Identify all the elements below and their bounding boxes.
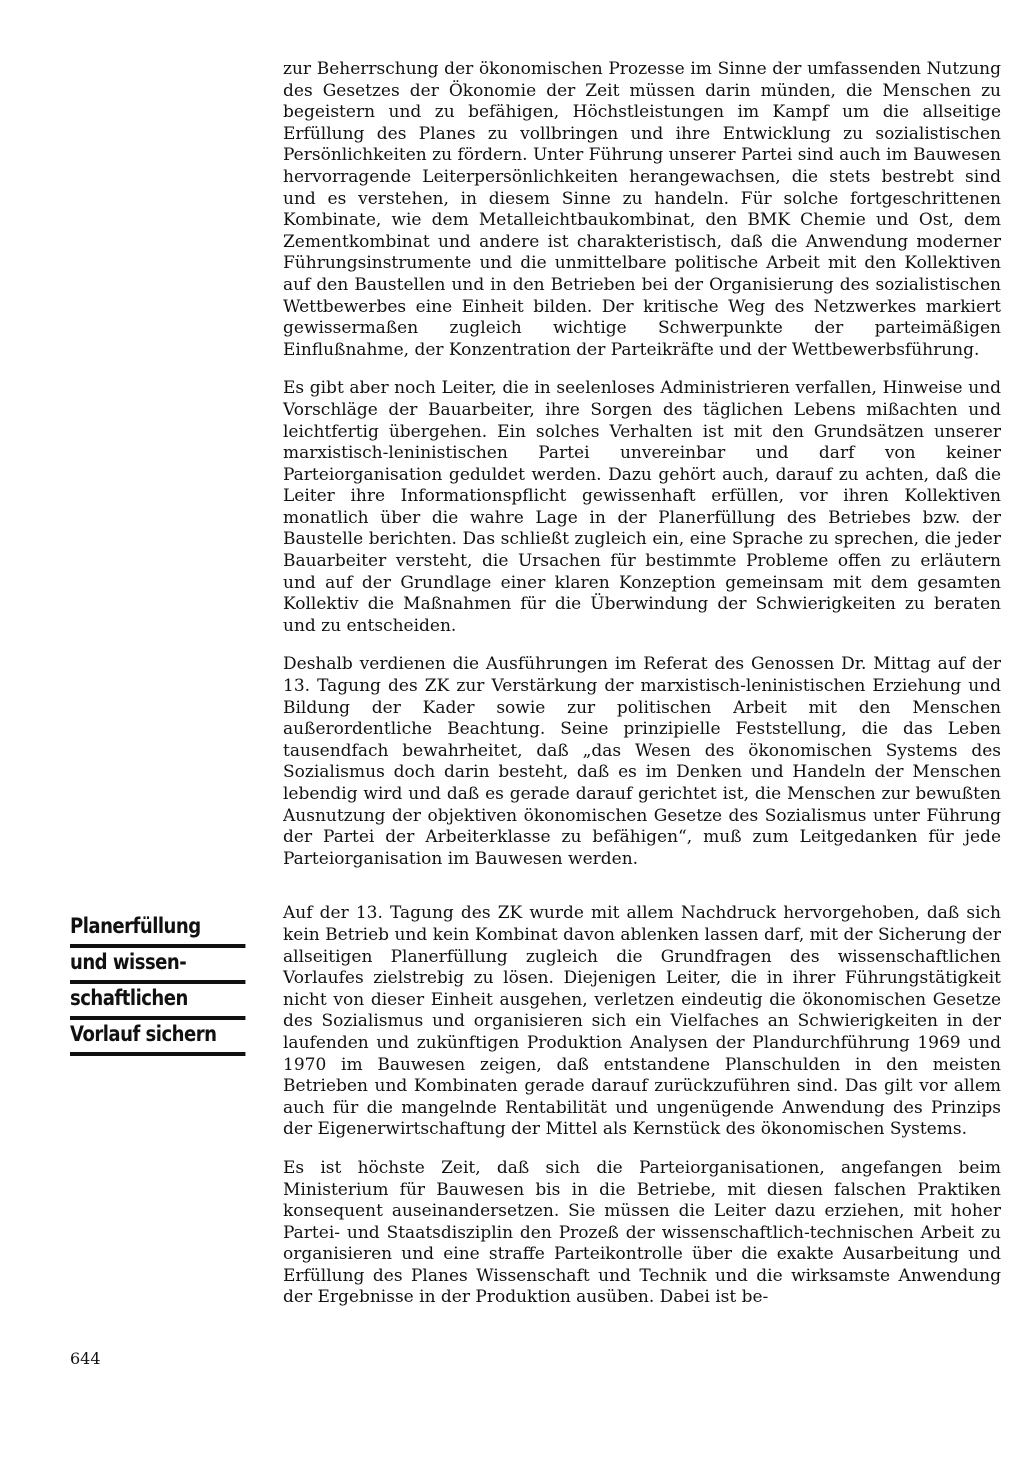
marginal-heading — [70, 912, 221, 1056]
paragraph-3: Deshalb verdienen die Ausführungen im Referat des Genossen Dr. Mittag auf der 13. Tagung des ZK zur Verstärkung der marxistisch-leninistischen Erziehung und Bildung der Kader sowie zur politischen Arbeit mit den Menschen außerordentliche Beachtung. Seine prinzipielle Feststellung, die das Leben tausendfach bewahrheitet, daß „das Wesen des ökonomischen Systems des Sozialismus doch darin besteht, daß es im Denken und Handeln der Menschen lebendig wird und daß es gerade darauf gerichtet ist, die Menschen zur bewußten Ausnutzung der objektiven ökonomischen Gesetze des Sozialismus unter Führung der Partei der Arbeiterklasse zu befähigen“, muß zum Leitgedanken für jede Parteiorganisation im Bauwesen werden. — [283, 654, 1001, 869]
marginal-heading-line-2: und wissen- — [70, 948, 245, 984]
paragraph-1: zur Beherrschung der ökonomischen Prozesse im Sinne der umfassenden Nutzung des Gesetzes der Ökonomie der Zeit müssen darin münden, die Menschen zu begeistern und zu befähigen, Höchstleistungen im Kampf um die allseitige Erfüllung des Planes zu vollbringen und ihre Entwicklung zu sozialistischen Persönlichkeiten zu fördern. Unter Führung unserer Partei sind auch im Bauwesen hervorragende Leiterpersönlichkeiten herangewachsen, die stets bestrebt sind und es verstehen, in diesem Sinne zu handeln. Für solche fortgeschrittenen Kombinate, wie dem Metalleichtbaukombinat, den BMK Chemie und Ost, dem Zementkombinat und andere ist charakteristisch, daß die Anwendung moderner Führungsinstrumente und die unmittelbare politische Arbeit mit den Kollektiven auf den Baustellen und in den Betrieben bei der Organisierung des sozialistischen Wettbewerbes eine Einheit bilden. Der kritische Weg des Netzwerkes markiert gewissermaßen zugleich wichtige Schwerpunkte der parteimäßigen Einflußnahme, der Konzentration der Parteikräfte und der Wettbewerbsführung. — [283, 59, 1001, 360]
page-number: 644 — [70, 1349, 101, 1368]
marginal-heading-line-4: Vorlauf sichern — [70, 1020, 245, 1056]
marginal-heading-line-3: schaftlichen — [70, 984, 245, 1020]
marginal-heading-line-1: Planerfüllung — [70, 912, 245, 948]
paragraph-5: Es ist höchste Zeit, daß sich die Parteiorganisationen, angefangen beim Ministerium für Bauwesen bis in die Betriebe, mit diesen falschen Praktiken konsequent auseinandersetzen. Sie müssen die Leiter dazu erziehen, mit hoher Partei- und Staatsdisziplin den Prozeß der wissenschaftlich-technischen Arbeit zu organisieren und eine straffe Parteikontrolle über die exakte Ausarbeitung und Erfüllung des Planes Wissenschaft und Technik und die wirksamste Anwendung der Ergebnisse in der Produktion ausüben. Dabei ist be- — [283, 1157, 1001, 1308]
main-text-column — [283, 59, 1001, 1309]
paragraph-4: Auf der 13. Tagung des ZK wurde mit allem Nachdruck hervorgehoben, daß sich kein Betrieb und kein Kombinat davon ablenken lassen darf, mit der Sicherung der allseitigen Planerfüllung zugleich die Grundfragen des wissenschaftlichen Vorlaufes zielstrebig zu lösen. Diejenigen Leiter, die in ihrer Führungstätigkeit nicht von dieser Einheit ausgehen, verletzen eindeutig die ökonomischen Gesetze des Sozialismus und organisieren sich ein Vielfaches an Schwierigkeiten in der laufenden und zukünftigen Produktion Analysen der Plandurchführung 1969 und 1970 im Bauwesen zeigen, daß entstandene Planschulden in den meisten Betrieben und Kombinaten gerade darauf zurückzuführen sind. Das gilt vor allem auch für die mangelnde Rentabilität und ungenügende Anwendung des Prinzips der Eigenerwirtschaftung der Mittel als Kernstück des ökonomischen Systems. — [283, 903, 1001, 1140]
paragraph-2: Es gibt aber noch Leiter, die in seelenloses Administrieren verfallen, Hinweise und Vorschläge der Bauarbeiter, ihre Sorgen des täglichen Lebens mißachten und leichtfertig übergehen. Ein solches Verhalten ist mit den Grundsätzen unserer marxistisch-leninistischen Partei unvereinbar und darf von keiner Parteiorganisation geduldet werden. Dazu gehört auch, darauf zu achten, daß die Leiter ihre Informationspflicht gewissenhaft erfüllen, vor ihren Kollektiven monatlich über die wahre Lage in der Planerfüllung des Betriebes bzw. der Baustelle berichten. Das schließt zugleich ein, eine Sprache zu sprechen, die jeder Bauarbeiter versteht, die Ursachen für bestimmte Probleme offen zu erläutern und auf der Grundlage einer klaren Konzeption gemeinsam mit dem gesamten Kollektiv die Maßnahmen für die Überwindung der Schwierigkeiten zu beraten und zu entscheiden. — [283, 378, 1001, 636]
